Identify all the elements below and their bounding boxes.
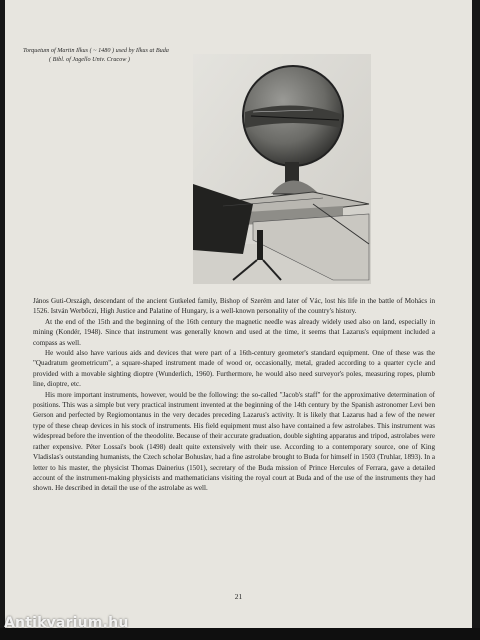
caption-line-2: ( Bibl. of Jagello Univ. Cracow ) xyxy=(49,55,130,63)
paragraph-3: He would also have various aids and devices that were part of a 16th-century geometer's standard equipment. One of these was the "Quadratum geometricum", a square-shaped instrument made of wood or, occasionally, metal, graded according to a quarter cycle and provided with a movable sighting dioptre (Wunderlich, 1960). Furthermore, he would also need surveyor's poles, measuring ropes, plumb line, dioptre, etc. xyxy=(33,349,435,389)
watermark: Antikvarium.hu xyxy=(4,615,129,631)
paragraph-1: János Guti-Országh, descendant of the ancient Gutkeled family, Bishop of Szerém and later of Vác, lost his life in the battle of Mohács in 1526. István Werbőczi, High Justice and Palatine of Hungary, is a well-known personality of the country's history. xyxy=(33,297,435,316)
caption-line-1: Torquetum of Martin Ilkus ( ~ 1480 ) used by Ilkus at Buda xyxy=(23,47,169,54)
main-text xyxy=(33,296,435,494)
book-page xyxy=(5,0,472,628)
page-number: 21 xyxy=(234,592,243,601)
torquetum-photograph xyxy=(193,54,371,284)
paragraph-4: His more important instruments, however, would be the following: the so-called "Jacob's staff" for the approximative determination of positions. This was a simple but very practical instrument invented at the beginning of the 14th century by the Spanish astronomer Levi ben Gerson and perfected by Regiomontanus in the very decades preceding Lazarus's activity. It is likely that Lazarus had a few of the newer type of these cheap devices in his stock of instruments. His field equipment must also have contained a few astrolabes. This instrument was widespread before the invention of the theodolite. Because of their accurate graduation, double sighting apparatus and tripod, astrolabes were rather expensive. Péter Lossai's book (1498) dealt quite extensively with their use. According to a contemporary source, one of King Vladislas's outstanding humanists, the Czech scholar Bohuslav, had a fine astrolabe brought to Buda for himself in 1503 (Truhlar, 1893). In a letter to his master, the physicist Thomas Dainerius (1501), secretary of the Buda mission of Prince Hercules of Ferrara, gave a detailed account of the instrument-making physicists and mathematicians visiting the royal court at Buda and of the use of the instruments they had shown. He described in detail the use of the astrolabe as well. xyxy=(33,390,435,493)
paragraph-2: At the end of the 15th and the beginning of the 16th century the magnetic needle was already widely used also on land, especially in mining (Kondér, 1948). Since that instrument was generally known and used at the time, it seems that Lazarus's equipment included a compass as well. xyxy=(33,317,435,347)
figure-caption xyxy=(23,47,191,64)
